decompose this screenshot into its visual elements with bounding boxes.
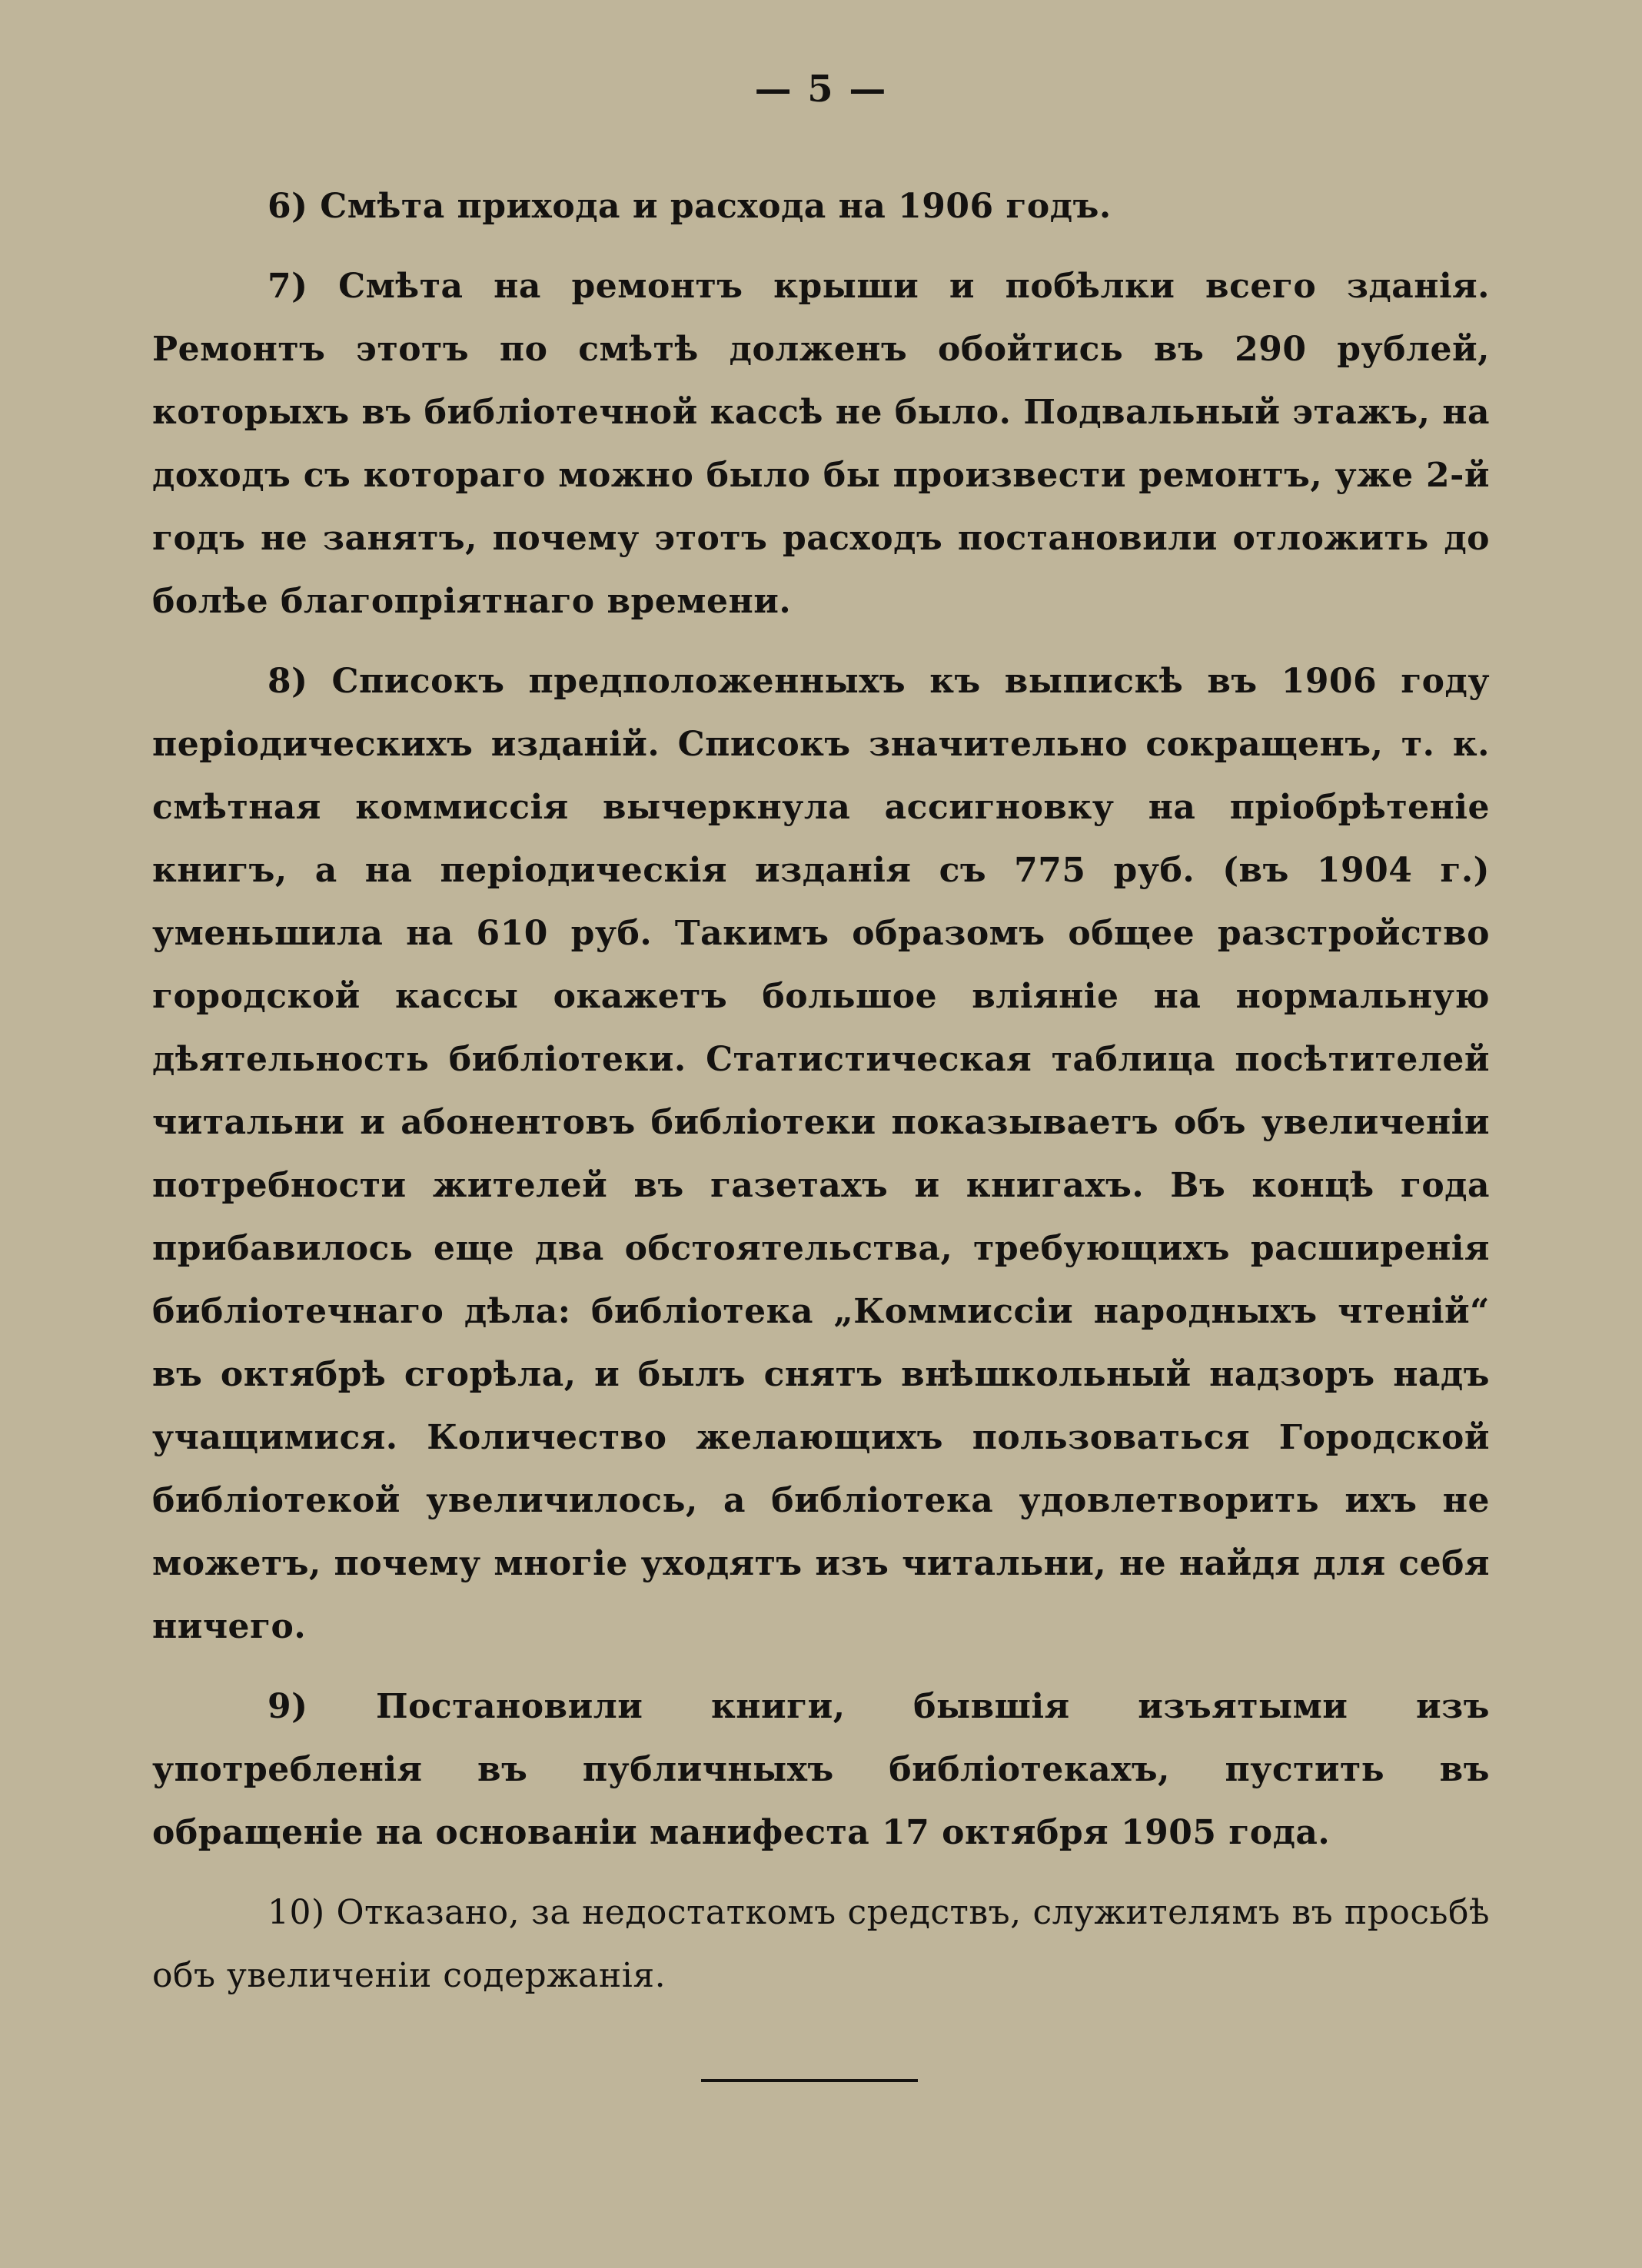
paragraph-item-9: 9) Постановили книги, бывшія изъятыми изъ употребленія въ публичныхъ библіотекахъ, пустить въ обращеніе на основаніи манифеста 17 октября 1905 года. [152,1687,1490,1852]
page-number: — 5 — [754,68,888,111]
paragraph-item-10: 10) Отказано, за недостаткомъ средствъ, служителямъ въ просьбѣ объ увеличеніи содержанія. [152,1893,1490,1995]
paragraph-item-7: 7) Смѣта на ремонтъ крыши и побѣлки всего зданія. Ремонтъ этотъ по смѣтѣ долженъ обойтись въ 290 рублей, которыхъ въ библіотечной кассѣ не было. Подвальный этажъ, на доходъ съ котораго можно было бы произвести ремонтъ, уже 2-й годъ не занятъ, почему этотъ расходъ постановили отложить до болѣе благопріятнаго времени. [152,267,1490,621]
document-body [152,175,1490,2024]
paragraph-item-6: 6) Смѣта прихода и расхода на 1906 годъ. [268,187,1112,226]
paragraph-item-8: 8) Списокъ предположенныхъ къ выпискѣ въ 1906 году періодическихъ изданій. Списокъ значительно сокращенъ, т. к. смѣтная коммиссія вычеркнула ассигновку на пріобрѣтеніе книгъ, а на періодическія изданія съ 775 руб. (въ 1904 г.) уменьшила на 610 руб. Такимъ образомъ общее разстройство городской кассы окажетъ большое вліяніе на нормальную дѣятельность библіотеки. Статистическая таблица посѣтителей читальни и абонентовъ библіотеки показываетъ объ увеличеніи потребности жителей въ газетахъ и книгахъ. Въ концѣ года прибавилось еще два обстоятельства, требующихъ расширенія библіотечнаго дѣла: библіотека „Коммиссіи народныхъ чтеній“ въ октябрѣ сгорѣла, и былъ снятъ внѣшкольный надзоръ надъ учащимися. Количество желающихъ пользоваться Городской библіотекой увеличилось, а библіотека удовлетворить ихъ не можетъ, почему многіе уходятъ изъ читальни, не найдя для себя ничего. [152,662,1490,1646]
closing-divider [701,2079,918,2082]
